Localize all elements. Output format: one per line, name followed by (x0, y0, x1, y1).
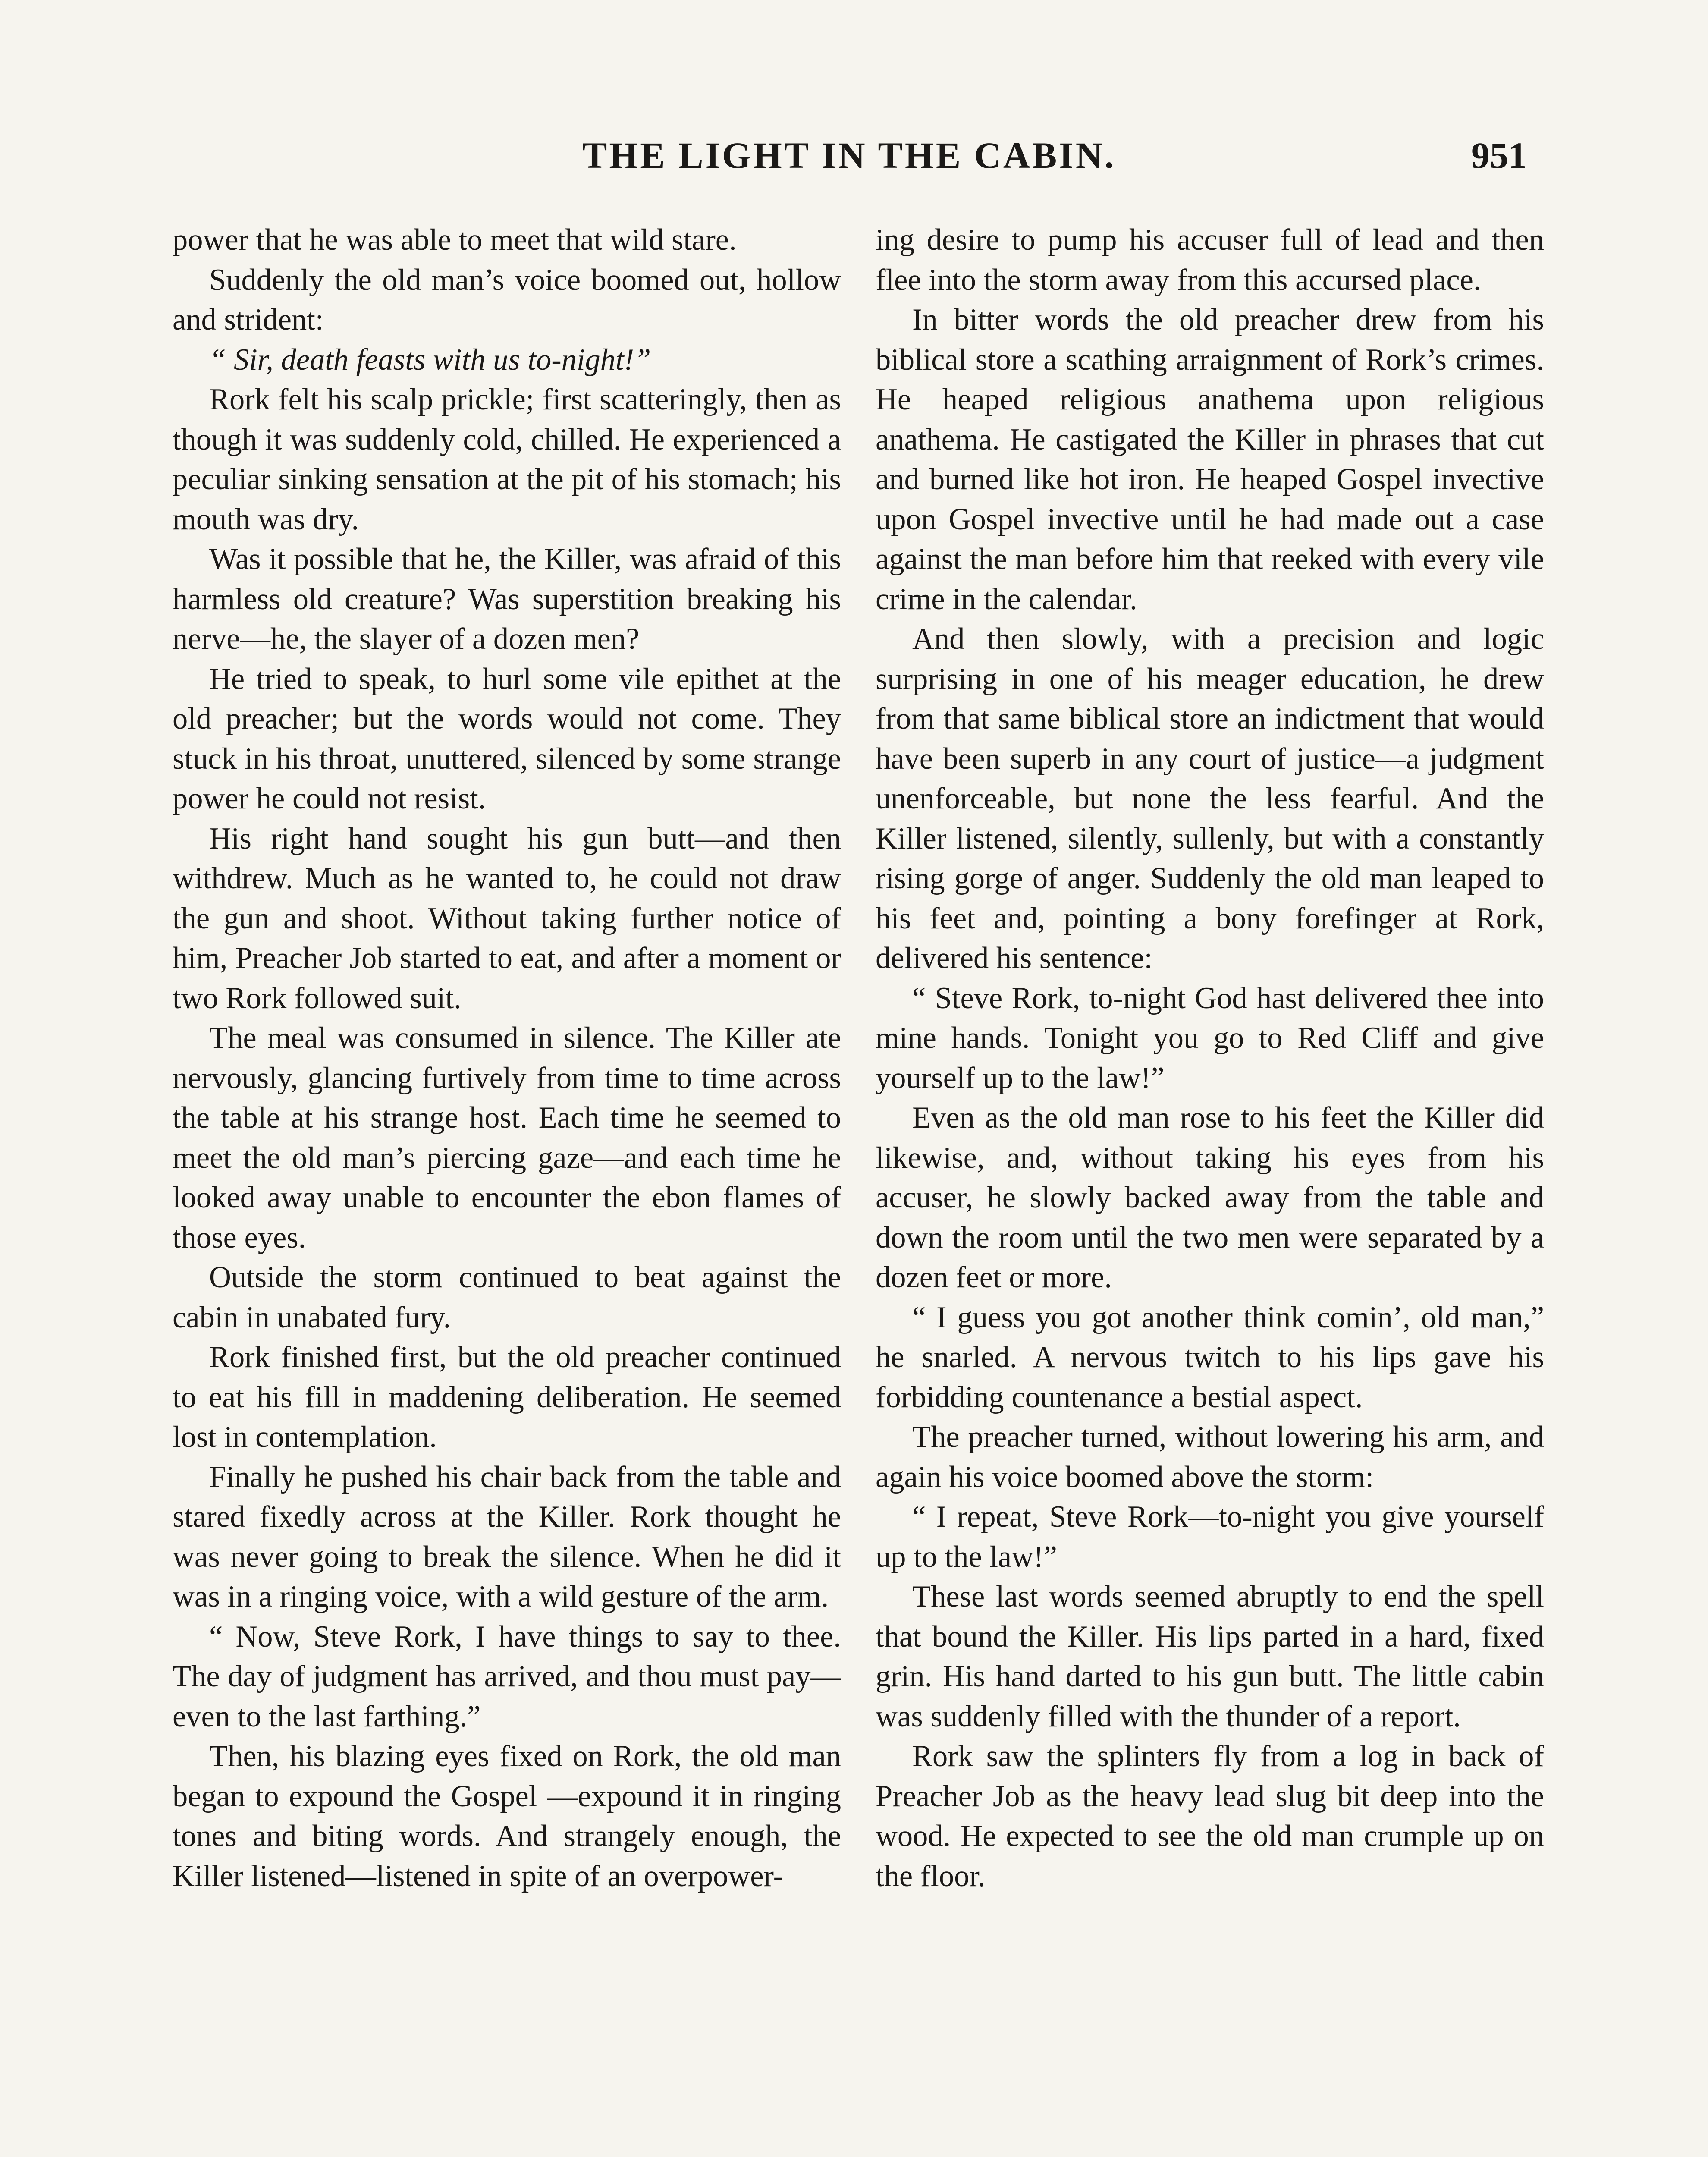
paragraph: power that he was able to meet that wild stare. (173, 223, 737, 257)
text-columns (173, 220, 1544, 2157)
running-title: THE LIGHT IN THE CABIN. (582, 135, 1116, 176)
paragraph: The preacher turned, without lowering his arm, and again his voice boomed above the storm: (876, 1420, 1544, 1494)
paragraph: Finally he pushed his chair back from the table and stared fixedly across at the Killer. Rork thought he was never going to break the silence. When he did it was in a ringing voice, with a wild gesture of the arm. (173, 1460, 841, 1613)
paragraph: “ I repeat, Steve Rork—to-night you give yourself up to the law!” (876, 1500, 1544, 1574)
paragraph: Rork felt his scalp prickle; first scatteringly, then as though it was suddenly cold, chilled. He experienced a peculiar sinking sensation at the pit of his stomach; his mouth was dry. (173, 383, 841, 536)
paragraph: The meal was consumed in silence. The Killer ate nervously, glancing furtively from time to time across the table at his strange host. Each time he seemed to meet the old man’s piercing gaze—and each time he looked away unable to encounter the ebon flames of those eyes. (173, 1021, 841, 1255)
paragraph: “ Sir, death feasts with us to-night!” (209, 343, 651, 377)
paragraph: These last words seemed abruptly to end the spell that bound the Killer. His lips parted in a hard, fixed grin. His hand darted to his gun butt. The little cabin was suddenly filled with the thunder of a report. (876, 1580, 1544, 1733)
paragraph: Outside the storm continued to beat against the cabin in unabated fury. (173, 1261, 841, 1334)
paragraph: Rork finished first, but the old preacher continued to eat his fill in maddening deliberation. He seemed lost in contemplation. (173, 1340, 841, 1454)
right-column (876, 220, 1544, 1896)
paragraph: He tried to speak, to hurl some vile epithet at the old preacher; but the words would not come. They stuck in his throat, unuttered, silenced by some strange power he could not resist. (173, 662, 841, 815)
paragraph: Rork saw the splinters fly from a log in back of Preacher Job as the heavy lead slug bit deep into the wood. He expected to see the old man crumple up on the floor. (876, 1739, 1544, 1893)
paragraph: In bitter words the old preacher drew from his biblical store a scathing arraignment of Rork’s crimes. He heaped religious anathema upon religious anathema. He castigated the Killer in phrases that cut and burned like hot iron. He heaped Gospel invective upon Gospel invective until he had made out a case against the man before him that reeked with every vile crime in the calendar. (876, 303, 1544, 616)
page-number: 951 (1471, 135, 1527, 176)
paragraph: “ I guess you got another think comin’, old man,” he snarled. A nervous twitch to his lips gave his forbidding countenance a bestial aspect. (876, 1300, 1544, 1414)
paragraph: Then, his blazing eyes fixed on Rork, the old man began to expound the Gospel —expound it in ringing tones and biting words. And strangely enough, the Killer listened—listened in spite of an overpower- (173, 1739, 841, 1893)
paragraph: And then slowly, with a precision and logic surprising in one of his meager education, he drew from that same biblical store an indictment that would have been superb in any court of justice—a judgment unenforceable, but none the less fearful. And the Killer listened, silently, sullenly, but with a constantly rising gorge of anger. Suddenly the old man leaped to his feet and, pointing a bony forefinger at Rork, delivered his sentence: (876, 622, 1544, 975)
paragraph: ing desire to pump his accuser full of lead and then flee into the storm away from this accursed place. (876, 223, 1544, 297)
running-header (173, 134, 1527, 194)
paragraph: “ Now, Steve Rork, I have things to say to thee. The day of judgment has arrived, and thou must pay—even to the last farthing.” (173, 1619, 841, 1733)
paragraph: Even as the old man rose to his feet the Killer did likewise, and, without taking his eyes from his accuser, he slowly backed away from the table and down the room until the two men were separated by a dozen feet or more. (876, 1101, 1544, 1294)
paragraph: Suddenly the old man’s voice boomed out, hollow and strident: (173, 263, 841, 336)
paragraph: His right hand sought his gun butt—and then withdrew. Much as he wanted to, he could not draw the gun and shoot. Without taking further notice of him, Preacher Job started to eat, and after a moment or two Rork followed suit. (173, 821, 841, 1015)
paragraph: “ Steve Rork, to-night God hast delivered thee into mine hands. Tonight you go to Red Cliff and give yourself up to the law!” (876, 981, 1544, 1095)
left-column (173, 220, 841, 1896)
paragraph: Was it possible that he, the Killer, was afraid of this harmless old creature? Was superstition breaking his nerve—he, the slayer of a dozen men? (173, 542, 841, 656)
